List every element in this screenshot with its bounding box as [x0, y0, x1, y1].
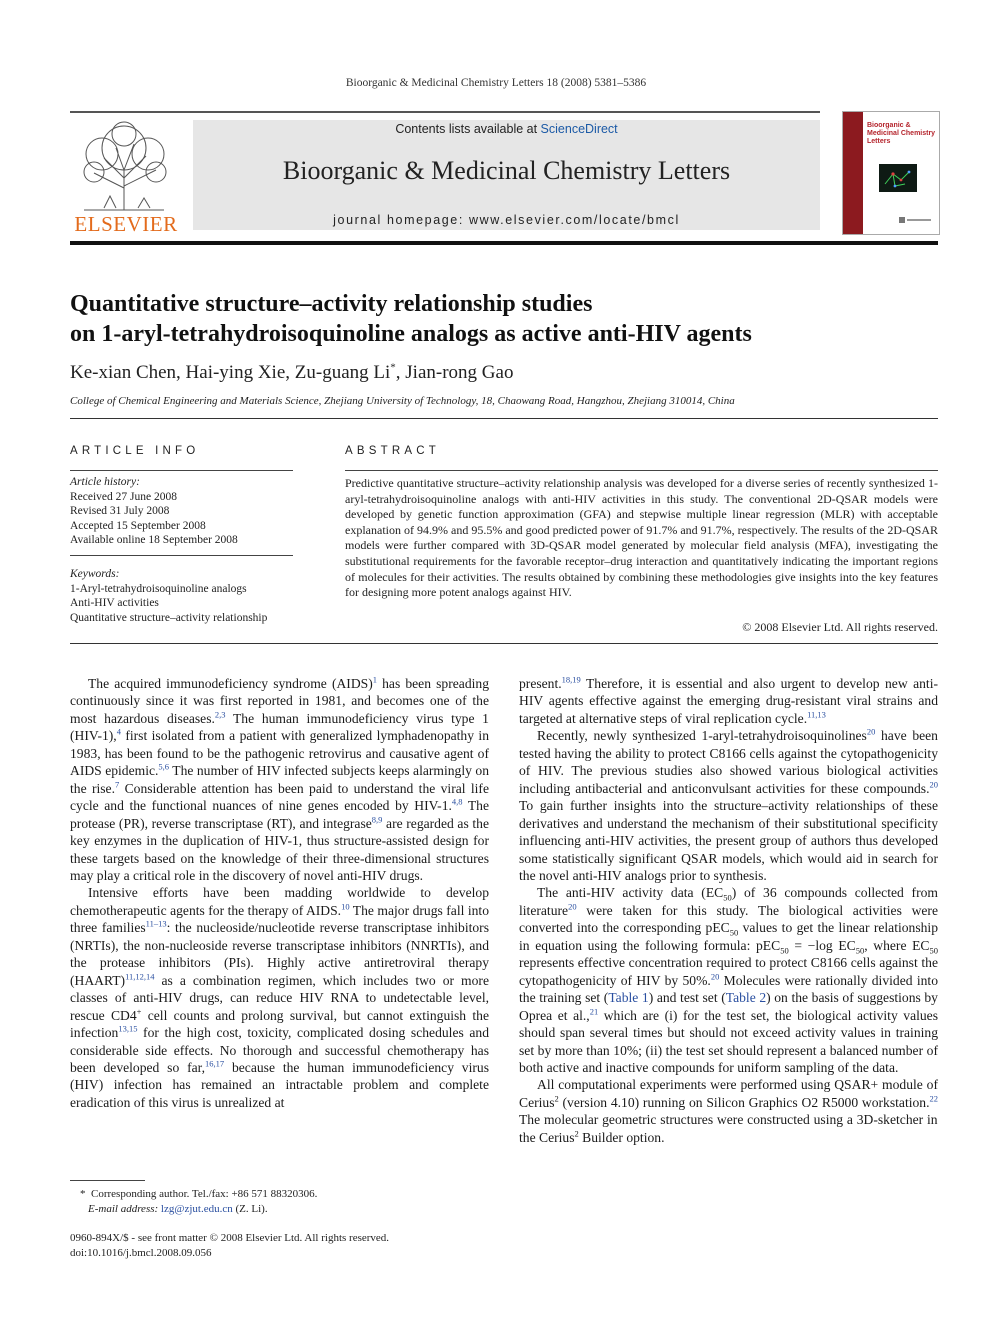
keyword: Quantitative structure–activity relationship: [70, 611, 268, 624]
citation-ref[interactable]: 11,13: [807, 709, 826, 720]
citation-ref[interactable]: 4,8: [451, 796, 463, 807]
divider: [70, 555, 293, 556]
title-line: on 1-aryl-tetrahydroisoquinoline analogs as active anti-HIV agents: [70, 321, 752, 347]
issn-line: 0960-894X/$ - see front matter © 2008 Elsevier Ltd. All rights reserved.: [70, 1232, 390, 1244]
citation-ref[interactable]: 5,6: [158, 761, 170, 772]
sciencedirect-link[interactable]: ScienceDirect: [540, 122, 618, 136]
journal-title: Bioorganic & Medicinal Chemistry Letters: [282, 156, 731, 185]
keyword: Anti-HIV activities: [70, 597, 159, 610]
citation-ref[interactable]: 8,9: [371, 814, 383, 825]
email-link[interactable]: lzg@zjut.edu.cn: [160, 1202, 233, 1215]
contents-line: Contents lists available at ScienceDirect: [395, 122, 618, 136]
article-history: [70, 475, 293, 548]
citation-ref[interactable]: 21: [589, 1006, 599, 1017]
history-item: Available online 18 September 2008: [70, 534, 238, 547]
divider: [70, 470, 293, 471]
keywords: [70, 567, 293, 625]
citation-ref[interactable]: 22: [929, 1093, 938, 1104]
publisher-mini-logo-icon: [899, 216, 933, 224]
page-footer: [70, 1231, 389, 1260]
superscript: 2: [554, 1093, 559, 1104]
tree-icon: [74, 118, 174, 212]
citation-ref[interactable]: 10: [341, 901, 350, 912]
paragraph: present.$^{18,19}$ Therefore, it is essential and also urgent to develop new anti-HIV agents effective against the emerging drug-resistant viral strains and targeted at alternative steps of viral replication cycle.$^{11,13}$: [519, 674, 938, 726]
citation-ref[interactable]: 13,15: [118, 1023, 138, 1034]
abstract-text: Predictive quantitative structure–activity relationship analysis was developed for a diverse series of recently synthesized 1-aryl-tetrahydroisoquinoline analogs with anti-HIV activities in this study. The conventional 2D-QSAR models were developed by genetic function approximation (GFA) and stepwise multiple linear regression (MLR) with acceptable explanation of 94.9% and 95.5% and good predicted power of 91.7% and 91.7%, respectively. The results of the 2D-QSAR models were further compared with 3D-QSAR model generated by molecular field analysis (MFA), investigating the substitutional requirements for the favorable receptor–drug interaction and quantitatively indicating the important regions of molecules for their activities. The results obtained by combining these methodologies give insights into the key features for designing more potent analogs against HIV.: [345, 476, 938, 600]
keywords-label: Keywords:: [70, 568, 120, 580]
cover-title: Bioorganic & Medicinal Chemistry Letters: [867, 122, 936, 145]
paragraph: The anti-HIV activity data $(EC_{50})$ of 36 compounds collected from literature$^{20}$ were taken for this study. The biological activities were converted into the corresponding pEC$_{50}$ values to get the linear relationship in equation using the following formula: pEC$_{50}$ = −log $EC_{50}$, where $EC_{50}$ represents effective concentration required to protect C8166 cells against the cytopathogenicity of HIV by 50%.$^{20}$ Molecules were rationally divided into the training set (Table 1) and test set (Table 2) on the basis of suggestions by Oprea et al.,$^{21}$ which are (i) for the test set, the biological activity values should span several times but should not exceed activity values in training set by more than 10%; (ii) the test set should represent a balanced number of both active and inactive compounds for uniform sampling of the data.: [519, 885, 939, 1075]
citation-ref[interactable]: 20: [929, 779, 938, 790]
citation-ref[interactable]: 2,3: [214, 709, 226, 720]
affiliation: College of Chemical Engineering and Materials Science, Zhejiang University of Technology, 18, Chaowang Road, Hangzhou, Zhejiang 310014, China: [70, 395, 735, 407]
table-1-link[interactable]: Table 1: [608, 990, 649, 1006]
keyword: 1-Aryl-tetrahydroisoquinoline analogs: [70, 582, 247, 595]
elsevier-wordmark: ELSEVIER: [74, 212, 178, 236]
citation-ref[interactable]: 18,19: [561, 674, 581, 685]
footnote-rule: [70, 1180, 145, 1181]
body-column-left: [70, 675, 489, 1111]
table-2-link[interactable]: Table 2: [725, 990, 767, 1006]
history-item: Received 27 June 2008: [70, 490, 177, 503]
journal-banner: [193, 120, 820, 230]
citation-ref[interactable]: 20: [710, 971, 720, 982]
paragraph: The acquired immunodeficiency syndrome (AIDS)$^1$ has been spreading continuously since it was first reported in 1981, and becomes one of the most hazardous diseases.$^{2,3}$ The human immunodeficiency virus type 1 (HIV-1),$^4$ first isolated from a patient with generalized lymphadenopathy in 1983, has been found to be the pathogenic retrovirus and causative agent of AIDS epidemic.$^{5,6}$ The number of HIV infected subjects keeps alarmingly on the rise.$^7$ Considerable attention has been paid to understand the viral life cycle and the functional nuances of nine genes encoded by HIV-1.$^{4,8}$ The protease (PR), reverse transcriptase (RT), and integrase$^{8,9}$ are regarded as the key enzymes in the duplication of HIV-1, thus structure-assisted design for these targets based on the knowledge of their three-dimensional structures may play a critical role in the discovery of novel anti-HIV drugs.: [70, 674, 489, 883]
footnote: * Corresponding author. Tel./fax: +86 571 88320306. E-mail address: lzg@zjut.edu.cn (Z. Li).: [80, 1188, 318, 1215]
paragraph: All computational experiments were performed using QSAR+ module of Cerius$^2$ (version 4.10) running on Silicon Graphics O2 R5000 workstation.$^{22}$ The molecular geometric structures were constructed using a 3D-sketcher in the Cerius$^2$ Builder option.: [519, 1077, 938, 1145]
history-label: Article history:: [70, 476, 140, 488]
article-info-heading: ARTICLE INFO: [70, 445, 200, 457]
citation-ref[interactable]: 11–13: [145, 918, 167, 929]
header-rule: [70, 111, 820, 113]
journal-cover-thumbnail[interactable]: [842, 111, 940, 235]
history-item: Accepted 15 September 2008: [70, 519, 206, 532]
title-line: Quantitative structure–activity relationship studies: [70, 291, 593, 317]
header-thick-rule: [70, 241, 938, 245]
citation-ref[interactable]: 1: [372, 674, 377, 685]
divider: [345, 470, 938, 471]
abstract-heading: ABSTRACT: [345, 445, 440, 457]
paragraph: Recently, newly synthesized 1-aryl-tetrahydroisoquinolines$^{20}$ have been tested having the ability to protect C8166 cells against the cytopathogenicity of HIV. The previous studies also showed various biological activities including antibacterial and anticonvulsant activities for these compounds.$^{20}$ To gain further insights into the structure–activity relationships of these derivatives and understand the mechanism of their substitutional specificity influencing anti-HIV activities, the present group of authors thus developed some statistically significant QSAR models, which would aid in search for the novel anti-HIV analogs prior to synthesis.: [519, 726, 938, 883]
citation-ref[interactable]: 4: [116, 726, 121, 737]
cover-spine: [843, 112, 863, 234]
citation-ref[interactable]: 20: [568, 901, 577, 912]
article-title: [70, 289, 930, 349]
doi-link[interactable]: doi:10.1016/j.bmcl.2008.09.056: [70, 1246, 212, 1259]
superscript: +: [136, 1006, 142, 1017]
journal-homepage-link[interactable]: journal homepage: www.elsevier.com/locate/bmcl: [333, 213, 680, 227]
molecule-icon: [879, 164, 917, 192]
superscript: 2: [574, 1128, 579, 1139]
journal-citation: Bioorganic & Medicinal Chemistry Letters 18 (2008) 5381–5386: [345, 77, 647, 89]
citation-ref[interactable]: 16,17: [205, 1058, 225, 1069]
author-list: Ke-xian Chen, Hai-ying Xie, Zu-guang Li*, Jian-rong Gao: [70, 361, 514, 383]
corresponding-author-mark[interactable]: *: [390, 361, 396, 374]
history-item: Revised 31 July 2008: [70, 505, 170, 518]
citation-ref[interactable]: 20: [866, 726, 876, 737]
citation-ref[interactable]: 7: [114, 779, 120, 790]
paragraph: Intensive efforts have been madding worldwide to develop chemotherapeutic agents for the therapy of AIDS.$^{10}$ The major drugs fall into three families$^{11-13}$: the nucleoside/nucleotide reverse transcriptase inhibitors (NRTIs), the non-nucleoside reverse transcriptase inhibitors (NNRTIs), and the protease inhibitors (PIs). Highly active antiretroviral therapy (HAART)$^{11,12,14}$ as a combination regimen, which includes two or more classes of anti-HIV drugs, can reduce HIV RNA to undetectable level, rescue CD4+ cell counts and prolong survival, but cannot extinguish the infection$^{13,15}$ for the high cost, toxicity, complicated dosing schedules and considerable side effects. No thorough and successful chemotherapy has been developed so far,$^{16,17}$ because the human immunodeficiency virus (HIV) infection has remained an intractable problem and complete eradication of this virus is unrealized at: [70, 885, 490, 1110]
elsevier-logo[interactable]: [70, 118, 182, 236]
divider: [70, 643, 938, 644]
citation-ref[interactable]: 11,12,14: [125, 971, 155, 982]
body-column-right: [519, 675, 938, 1146]
corresponding-author-note: Corresponding author. Tel./fax: +86 571 88320306.: [91, 1188, 318, 1200]
divider: [70, 418, 938, 419]
abstract-copyright: © 2008 Elsevier Ltd. All rights reserved.: [742, 620, 938, 634]
